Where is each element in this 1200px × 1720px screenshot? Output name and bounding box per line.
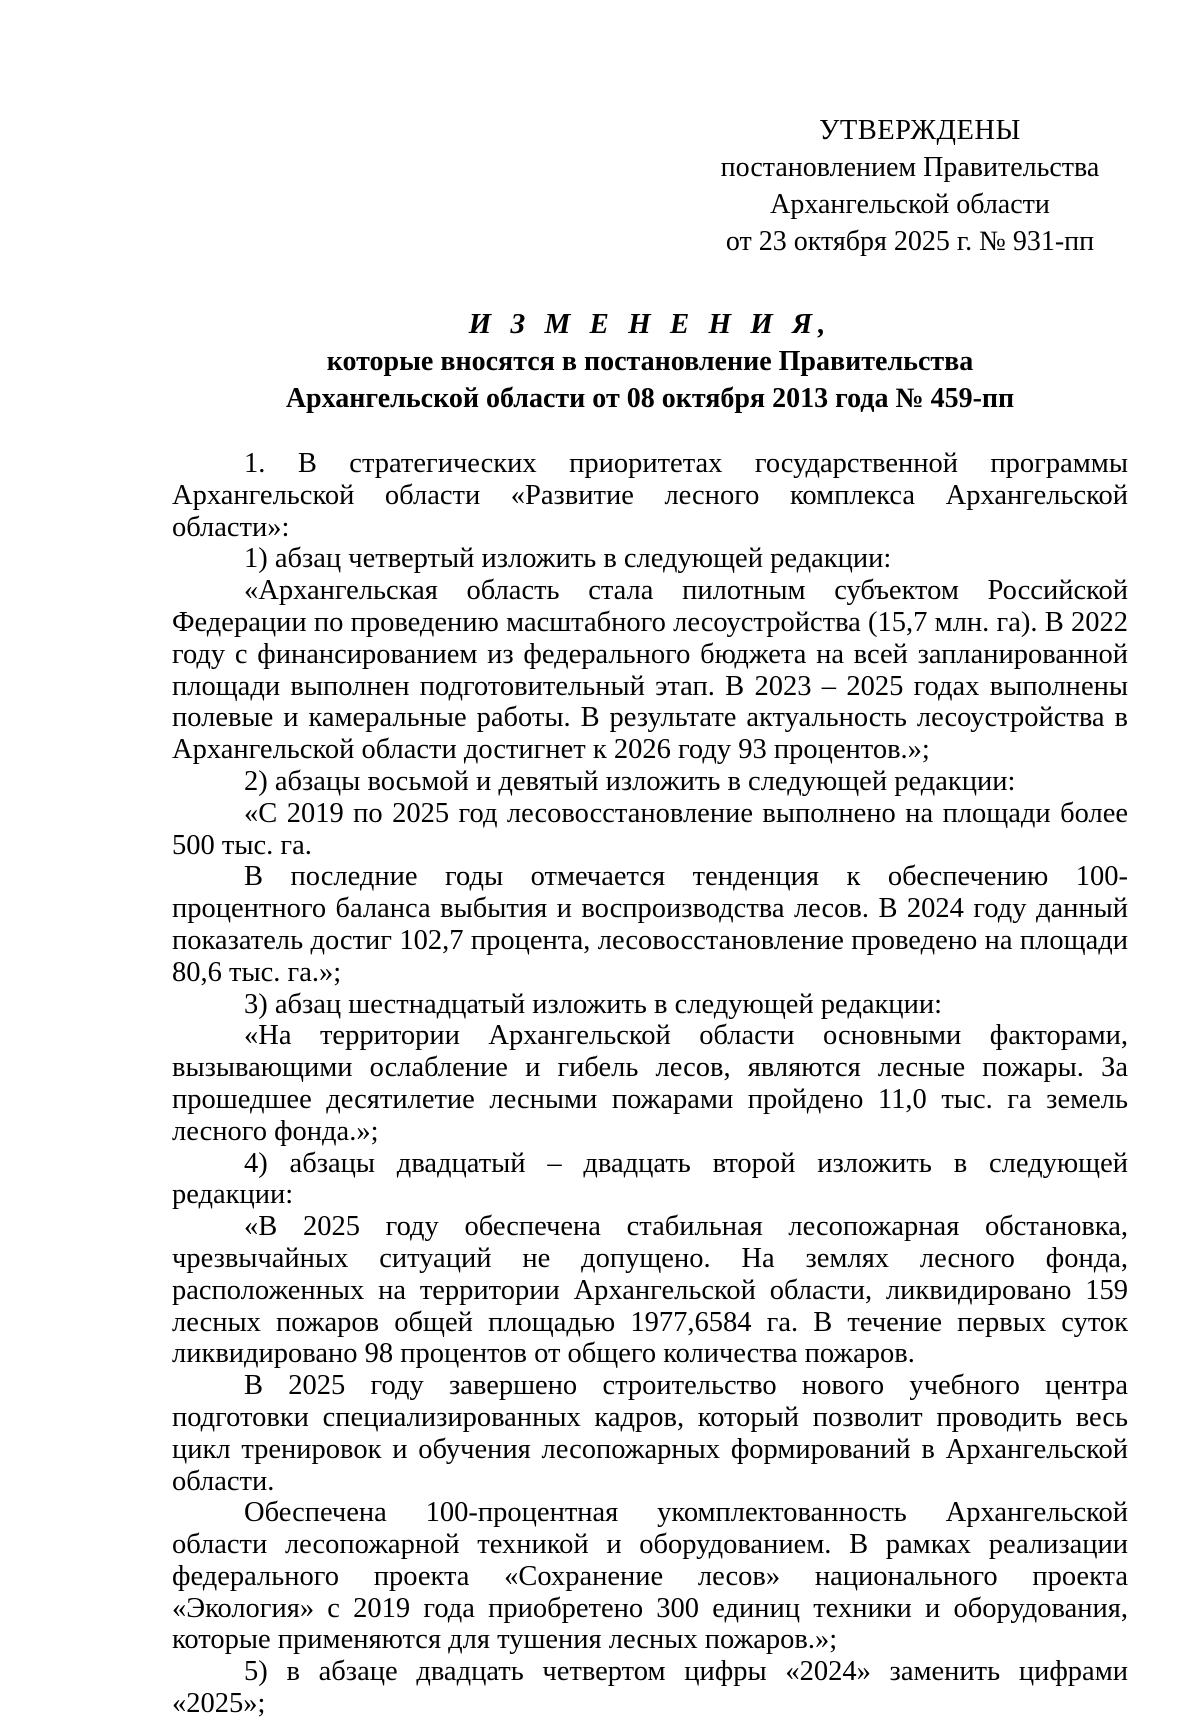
paragraph: «На территории Архангельской области основными факторами, вызывающими ослабление и гибель лесов, являются лесные пожары. За прошедшее десятилетие лесными пожарами пройдено 11,0 тыс. га земель лесного фонда.»;	[172, 1020, 1128, 1147]
paragraph: «С 2019 по 2025 год лесовосстановление выполнено на площади более 500 тыс. га.	[172, 797, 1128, 861]
heading-line-2: Архангельской области от 08 октября 2013 года № 459-пп	[285, 383, 1015, 414]
heading-line-1: которые вносятся в постановление Правительства	[326, 346, 974, 377]
paragraph: «В 2025 году обеспечена стабильная лесопожарная обстановка, чрезвычайных ситуаций не допущено. На землях лесного фонда, расположенных на территории Архангельской области, ликвидировано 159 лесных пожаров общей площадью 1977,6584 га. В течение первых суток ликвидировано 98 процентов от общего количества пожаров.	[172, 1211, 1128, 1370]
heading-title: И З М Е Н Е Н И Я,	[468, 308, 832, 340]
paragraph: «Архангельская область стала пилотным субъектом Российской Федерации по проведению масштабного лесоустройства (15,7 млн. га). В 2022 году с финансированием из федерального бюджета на всей запланированной площади выполнен подготовительный этап. В 2023 – 2025 годах выполнены полевые и камеральные работы. В результате актуальность лесоустройства в Архангельской области достигнет к 2026 году 93 процентов.»;	[172, 575, 1128, 766]
paragraph: 5) в абзаце двадцать четвертом цифры «2024» заменить цифрами «2025»;	[172, 1656, 1128, 1720]
approval-block	[700, 112, 1120, 260]
paragraph: 2) абзацы восьмой и девятый изложить в следующей редакции:	[244, 765, 1016, 797]
approval-title: УТВЕРЖДЕНЫ	[819, 115, 1021, 146]
approval-line-3: от 23 октября 2025 г. № 931-пп	[725, 226, 1095, 257]
document-body	[172, 448, 1128, 1720]
paragraph: Обеспечена 100-процентная укомплектованность Архангельской области лесопожарной техникой и оборудованием. В рамках реализации федерального проекта «Сохранение лесов» национального проекта «Экология» с 2019 года приобретено 300 единиц техники и оборудования, которые применяются для тушения лесных пожаров.»;	[172, 1497, 1128, 1656]
paragraph: 1) абзац четвертый изложить в следующей редакции:	[244, 543, 892, 575]
paragraph: 3) абзац шестнадцатый изложить в следующей редакции:	[244, 988, 942, 1020]
approval-line-1: постановлением Правительства	[720, 152, 1100, 183]
paragraph: 1. В стратегических приоритетах государственной программы Архангельской области «Развитие лесного комплекса Архангельской области»:	[172, 448, 1128, 543]
paragraph: В последние годы отмечается тенденция к обеспечению 100-процентного баланса выбытия и воспроизводства лесов. В 2024 году данный показатель достиг 102,7 процента, лесовосстановление проведено на площади 80,6 тыс. га.»;	[172, 861, 1128, 988]
paragraph: В 2025 году завершено строительство нового учебного центра подготовки специализированных кадров, который позволит проводить весь цикл тренировок и обучения лесопожарных формирований в Архангельской области.	[172, 1370, 1128, 1497]
paragraph: 4) абзацы двадцатый – двадцать второй изложить в следующей редакции:	[172, 1147, 1128, 1211]
document-heading	[170, 306, 1130, 417]
approval-line-2: Архангельской области	[770, 189, 1050, 220]
